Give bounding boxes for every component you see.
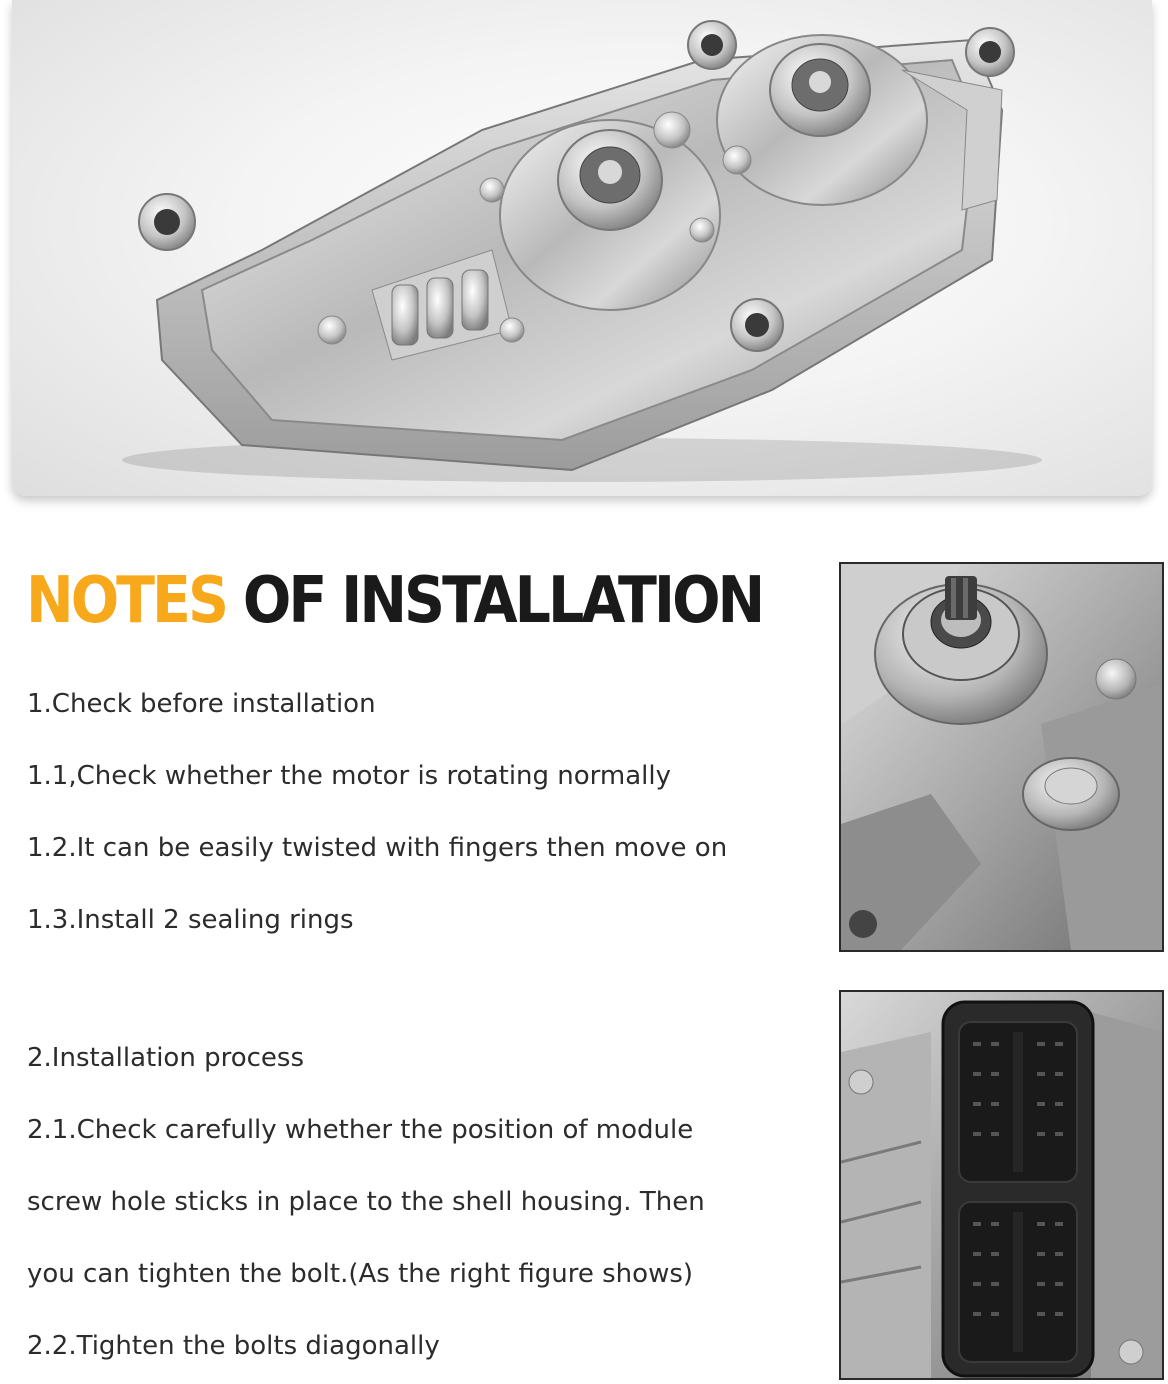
motor-detail-image — [839, 562, 1164, 952]
step-1-2: 1.2.It can be easily twisted with fingers then move on — [27, 833, 728, 863]
step-2-1-cont-b: you can tighten the bolt.(As the right figure shows) — [27, 1259, 694, 1289]
step-2-2: 2.2.Tighten the bolts diagonally — [27, 1331, 440, 1361]
module-illustration — [12, 0, 1152, 496]
hero-product-image — [12, 0, 1152, 496]
step-1: 1.Check before installation — [27, 689, 376, 719]
connector-illustration — [841, 992, 1162, 1378]
step-2-1: 2.1.Check carefully whether the position of module — [27, 1115, 694, 1145]
step-2-1-cont-a: screw hole sticks in place to the shell housing. Then — [27, 1187, 705, 1217]
motor-shaft-illustration — [841, 564, 1162, 950]
step-2: 2.Installation process — [27, 1043, 304, 1073]
connector-detail-image — [839, 990, 1164, 1380]
step-1-3: 1.3.Install 2 sealing rings — [27, 905, 354, 935]
title-rest: OF INSTALLATION — [242, 563, 763, 638]
step-1-1: 1.1,Check whether the motor is rotating normally — [27, 761, 672, 791]
page-title — [26, 556, 762, 646]
title-accent: NOTES — [26, 563, 227, 638]
